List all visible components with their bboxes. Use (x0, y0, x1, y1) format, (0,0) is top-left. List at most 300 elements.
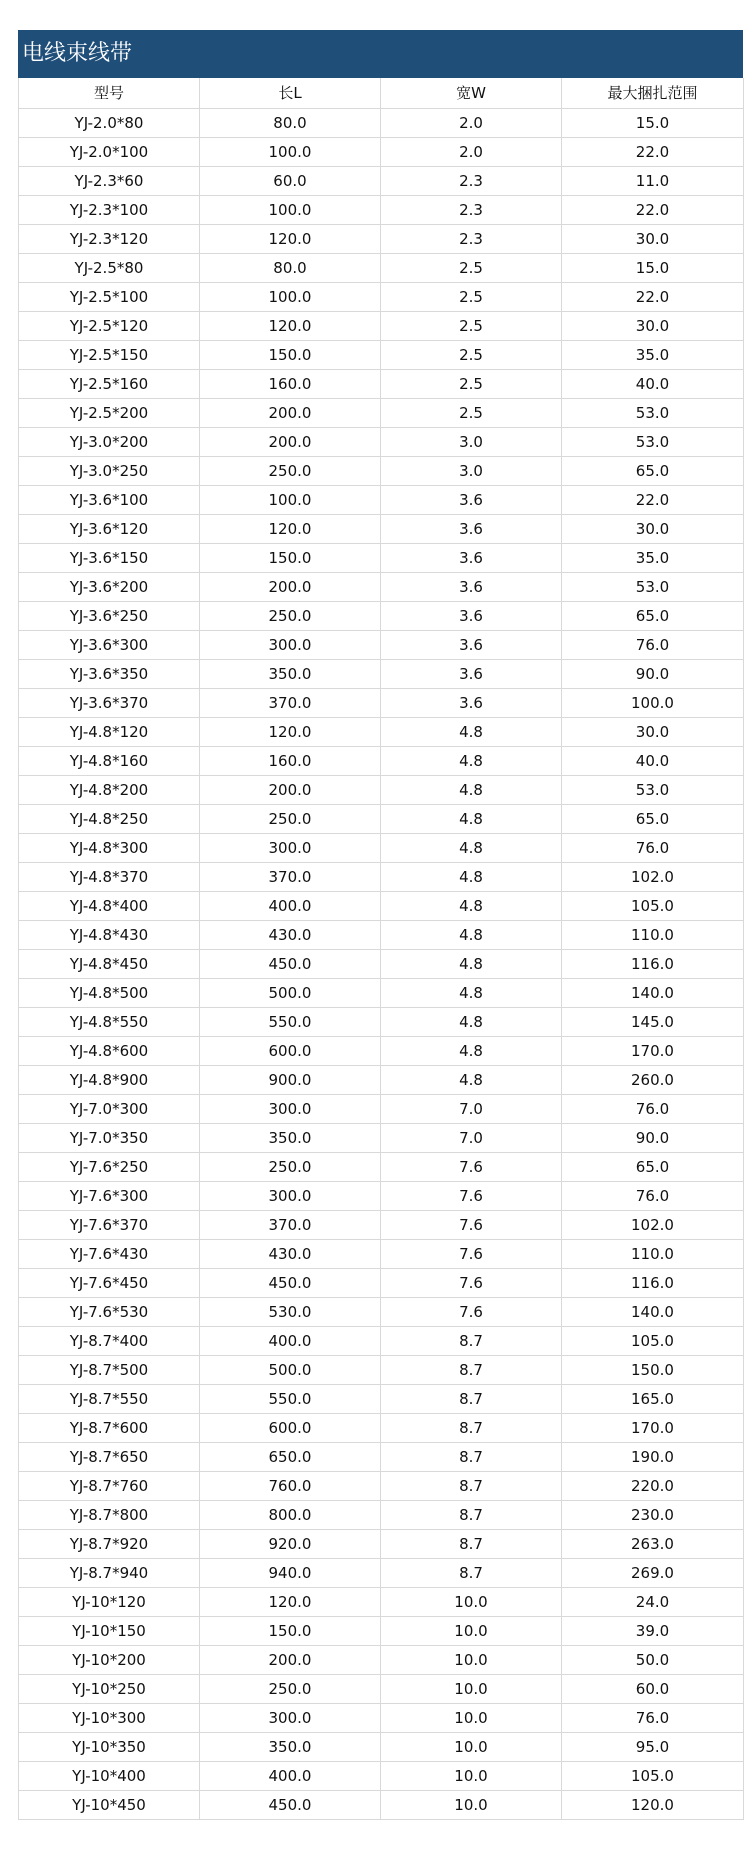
cell-max-bundle: 102.0 (562, 1210, 744, 1239)
table-row (19, 369, 744, 398)
cell-model: YJ-7.0*300 (19, 1094, 200, 1123)
cell-length: 370.0 (200, 1210, 381, 1239)
cell-model: YJ-4.8*500 (19, 978, 200, 1007)
cell-model: YJ-2.0*100 (19, 137, 200, 166)
table-row (19, 1790, 744, 1819)
cell-length: 300.0 (200, 1094, 381, 1123)
cell-model: YJ-2.3*60 (19, 166, 200, 195)
cell-max-bundle: 76.0 (562, 630, 744, 659)
table-row (19, 659, 744, 688)
cell-model: YJ-7.6*300 (19, 1181, 200, 1210)
cell-length: 350.0 (200, 659, 381, 688)
cell-width: 2.5 (381, 311, 562, 340)
cell-max-bundle: 76.0 (562, 1181, 744, 1210)
cell-model: YJ-10*120 (19, 1587, 200, 1616)
cell-width: 2.5 (381, 398, 562, 427)
cell-length: 200.0 (200, 427, 381, 456)
cell-max-bundle: 40.0 (562, 746, 744, 775)
cell-length: 550.0 (200, 1384, 381, 1413)
table-row (19, 137, 744, 166)
cell-max-bundle: 15.0 (562, 253, 744, 282)
cell-length: 800.0 (200, 1500, 381, 1529)
cell-length: 300.0 (200, 630, 381, 659)
cell-max-bundle: 105.0 (562, 891, 744, 920)
cell-width: 3.6 (381, 601, 562, 630)
cell-max-bundle: 100.0 (562, 688, 744, 717)
table-row (19, 1384, 744, 1413)
cell-length: 150.0 (200, 543, 381, 572)
table-row (19, 427, 744, 456)
cell-width: 2.3 (381, 224, 562, 253)
cell-length: 120.0 (200, 514, 381, 543)
header-max-bundle: 最大捆扎范围 (562, 78, 744, 108)
table-row (19, 1239, 744, 1268)
table-row (19, 1471, 744, 1500)
spec-sheet (18, 30, 743, 1820)
cell-model: YJ-4.8*900 (19, 1065, 200, 1094)
cell-max-bundle: 140.0 (562, 978, 744, 1007)
cell-max-bundle: 269.0 (562, 1558, 744, 1587)
cell-max-bundle: 50.0 (562, 1645, 744, 1674)
cell-width: 2.5 (381, 253, 562, 282)
table-row (19, 688, 744, 717)
cell-max-bundle: 53.0 (562, 775, 744, 804)
cell-max-bundle: 22.0 (562, 485, 744, 514)
table-row (19, 1326, 744, 1355)
cell-max-bundle: 145.0 (562, 1007, 744, 1036)
cell-max-bundle: 110.0 (562, 920, 744, 949)
cell-max-bundle: 90.0 (562, 659, 744, 688)
cell-max-bundle: 140.0 (562, 1297, 744, 1326)
cell-length: 300.0 (200, 833, 381, 862)
cell-model: YJ-3.6*370 (19, 688, 200, 717)
cell-width: 7.6 (381, 1181, 562, 1210)
cell-length: 200.0 (200, 572, 381, 601)
cell-width: 3.6 (381, 485, 562, 514)
cell-width: 7.0 (381, 1123, 562, 1152)
table-row (19, 920, 744, 949)
cell-model: YJ-8.7*600 (19, 1413, 200, 1442)
table-row (19, 1500, 744, 1529)
cell-model: YJ-4.8*550 (19, 1007, 200, 1036)
cell-length: 370.0 (200, 862, 381, 891)
cell-length: 160.0 (200, 369, 381, 398)
cell-width: 2.3 (381, 166, 562, 195)
cell-model: YJ-8.7*800 (19, 1500, 200, 1529)
cell-width: 3.6 (381, 514, 562, 543)
cell-width: 3.6 (381, 572, 562, 601)
cell-max-bundle: 39.0 (562, 1616, 744, 1645)
cell-model: YJ-7.6*450 (19, 1268, 200, 1297)
table-row (19, 1210, 744, 1239)
cell-width: 2.0 (381, 108, 562, 137)
cell-model: YJ-2.5*200 (19, 398, 200, 427)
cell-model: YJ-4.8*430 (19, 920, 200, 949)
table-row (19, 572, 744, 601)
table-row (19, 1558, 744, 1587)
cell-max-bundle: 22.0 (562, 137, 744, 166)
cell-max-bundle: 190.0 (562, 1442, 744, 1471)
cell-model: YJ-2.5*150 (19, 340, 200, 369)
cell-model: YJ-3.6*250 (19, 601, 200, 630)
cell-length: 120.0 (200, 311, 381, 340)
cell-max-bundle: 90.0 (562, 1123, 744, 1152)
cell-model: YJ-8.7*550 (19, 1384, 200, 1413)
cell-length: 350.0 (200, 1732, 381, 1761)
cell-width: 4.8 (381, 978, 562, 1007)
table-row (19, 1152, 744, 1181)
cell-model: YJ-8.7*940 (19, 1558, 200, 1587)
cell-width: 8.7 (381, 1355, 562, 1384)
cell-width: 4.8 (381, 1007, 562, 1036)
cell-length: 400.0 (200, 1761, 381, 1790)
cell-width: 7.6 (381, 1210, 562, 1239)
header-width: 宽W (381, 78, 562, 108)
table-row (19, 978, 744, 1007)
sheet-title: 电线束线带 (18, 30, 743, 78)
table-row (19, 1413, 744, 1442)
cell-model: YJ-4.8*160 (19, 746, 200, 775)
cell-width: 7.6 (381, 1297, 562, 1326)
cell-model: YJ-2.5*120 (19, 311, 200, 340)
cell-model: YJ-4.8*200 (19, 775, 200, 804)
cell-model: YJ-4.8*450 (19, 949, 200, 978)
table-row (19, 1181, 744, 1210)
cell-length: 120.0 (200, 224, 381, 253)
cell-width: 2.5 (381, 282, 562, 311)
table-row (19, 166, 744, 195)
cell-width: 10.0 (381, 1645, 562, 1674)
cell-model: YJ-3.0*200 (19, 427, 200, 456)
cell-length: 100.0 (200, 282, 381, 311)
cell-max-bundle: 105.0 (562, 1761, 744, 1790)
cell-max-bundle: 260.0 (562, 1065, 744, 1094)
cell-max-bundle: 95.0 (562, 1732, 744, 1761)
cell-max-bundle: 35.0 (562, 543, 744, 572)
cell-max-bundle: 76.0 (562, 1703, 744, 1732)
table-row (19, 1123, 744, 1152)
cell-max-bundle: 22.0 (562, 282, 744, 311)
cell-length: 450.0 (200, 949, 381, 978)
table-row (19, 1674, 744, 1703)
cell-model: YJ-10*200 (19, 1645, 200, 1674)
cell-max-bundle: 65.0 (562, 456, 744, 485)
table-header (19, 78, 744, 108)
cell-model: YJ-4.8*300 (19, 833, 200, 862)
cell-length: 250.0 (200, 601, 381, 630)
cell-max-bundle: 102.0 (562, 862, 744, 891)
cell-model: YJ-10*250 (19, 1674, 200, 1703)
cell-max-bundle: 165.0 (562, 1384, 744, 1413)
cell-length: 100.0 (200, 137, 381, 166)
cell-model: YJ-3.6*150 (19, 543, 200, 572)
cell-width: 8.7 (381, 1326, 562, 1355)
cell-width: 8.7 (381, 1442, 562, 1471)
table-body (19, 108, 744, 1819)
cell-length: 760.0 (200, 1471, 381, 1500)
cell-width: 4.8 (381, 717, 562, 746)
cell-max-bundle: 65.0 (562, 804, 744, 833)
cell-max-bundle: 35.0 (562, 340, 744, 369)
cell-model: YJ-10*350 (19, 1732, 200, 1761)
cell-length: 100.0 (200, 195, 381, 224)
table-row (19, 717, 744, 746)
cell-max-bundle: 15.0 (562, 108, 744, 137)
cell-width: 10.0 (381, 1761, 562, 1790)
table-row (19, 456, 744, 485)
cell-model: YJ-8.7*400 (19, 1326, 200, 1355)
table-row (19, 311, 744, 340)
cell-width: 10.0 (381, 1703, 562, 1732)
table-row (19, 108, 744, 137)
cell-length: 550.0 (200, 1007, 381, 1036)
cell-max-bundle: 53.0 (562, 398, 744, 427)
table-row (19, 224, 744, 253)
cell-model: YJ-10*400 (19, 1761, 200, 1790)
cell-length: 150.0 (200, 340, 381, 369)
cell-width: 2.0 (381, 137, 562, 166)
table-row (19, 485, 744, 514)
cell-width: 7.0 (381, 1094, 562, 1123)
cell-length: 940.0 (200, 1558, 381, 1587)
cell-model: YJ-3.0*250 (19, 456, 200, 485)
cell-model: YJ-2.5*160 (19, 369, 200, 398)
table-row (19, 1036, 744, 1065)
cell-model: YJ-10*150 (19, 1616, 200, 1645)
cell-model: YJ-3.6*300 (19, 630, 200, 659)
cell-width: 2.5 (381, 340, 562, 369)
cell-model: YJ-4.8*120 (19, 717, 200, 746)
table-row (19, 862, 744, 891)
cell-length: 530.0 (200, 1297, 381, 1326)
table-row (19, 1587, 744, 1616)
cell-width: 7.6 (381, 1152, 562, 1181)
table-row (19, 601, 744, 630)
cell-width: 4.8 (381, 891, 562, 920)
cell-width: 4.8 (381, 833, 562, 862)
table-row (19, 1094, 744, 1123)
cell-width: 4.8 (381, 862, 562, 891)
cell-max-bundle: 110.0 (562, 1239, 744, 1268)
cell-max-bundle: 53.0 (562, 427, 744, 456)
cell-max-bundle: 65.0 (562, 1152, 744, 1181)
cell-max-bundle: 76.0 (562, 1094, 744, 1123)
cell-length: 600.0 (200, 1036, 381, 1065)
cell-length: 920.0 (200, 1529, 381, 1558)
cell-max-bundle: 170.0 (562, 1036, 744, 1065)
cell-width: 3.6 (381, 688, 562, 717)
table-row (19, 195, 744, 224)
cell-width: 4.8 (381, 775, 562, 804)
cell-width: 3.6 (381, 630, 562, 659)
cell-length: 200.0 (200, 775, 381, 804)
cell-model: YJ-4.8*370 (19, 862, 200, 891)
cell-length: 500.0 (200, 978, 381, 1007)
table-row (19, 630, 744, 659)
cell-length: 500.0 (200, 1355, 381, 1384)
cell-max-bundle: 11.0 (562, 166, 744, 195)
cell-length: 650.0 (200, 1442, 381, 1471)
cell-length: 450.0 (200, 1790, 381, 1819)
table-row (19, 398, 744, 427)
cell-max-bundle: 170.0 (562, 1413, 744, 1442)
cell-length: 160.0 (200, 746, 381, 775)
cell-width: 4.8 (381, 804, 562, 833)
cell-max-bundle: 30.0 (562, 224, 744, 253)
cell-length: 250.0 (200, 1152, 381, 1181)
cell-max-bundle: 263.0 (562, 1529, 744, 1558)
cell-width: 7.6 (381, 1239, 562, 1268)
table-row (19, 1703, 744, 1732)
cell-length: 300.0 (200, 1703, 381, 1732)
table-row (19, 282, 744, 311)
cell-max-bundle: 116.0 (562, 949, 744, 978)
cell-max-bundle: 150.0 (562, 1355, 744, 1384)
cell-width: 2.5 (381, 369, 562, 398)
cell-max-bundle: 220.0 (562, 1471, 744, 1500)
cell-length: 450.0 (200, 1268, 381, 1297)
cell-width: 8.7 (381, 1500, 562, 1529)
table-row (19, 1529, 744, 1558)
table-row (19, 1297, 744, 1326)
cell-model: YJ-2.5*100 (19, 282, 200, 311)
cell-length: 250.0 (200, 456, 381, 485)
cell-width: 10.0 (381, 1790, 562, 1819)
table-row (19, 1732, 744, 1761)
table-row (19, 1355, 744, 1384)
table-row (19, 1761, 744, 1790)
cell-model: YJ-2.3*100 (19, 195, 200, 224)
cell-length: 100.0 (200, 485, 381, 514)
cell-width: 8.7 (381, 1558, 562, 1587)
table-row (19, 1442, 744, 1471)
cell-max-bundle: 120.0 (562, 1790, 744, 1819)
cell-width: 3.0 (381, 456, 562, 485)
cell-model: YJ-2.5*80 (19, 253, 200, 282)
table-row (19, 1645, 744, 1674)
cell-length: 900.0 (200, 1065, 381, 1094)
cell-width: 2.3 (381, 195, 562, 224)
cell-length: 120.0 (200, 717, 381, 746)
cell-model: YJ-10*300 (19, 1703, 200, 1732)
cell-width: 4.8 (381, 949, 562, 978)
cell-length: 400.0 (200, 1326, 381, 1355)
cell-model: YJ-8.7*920 (19, 1529, 200, 1558)
cell-width: 3.0 (381, 427, 562, 456)
table-row (19, 543, 744, 572)
cell-model: YJ-8.7*760 (19, 1471, 200, 1500)
table-row (19, 1268, 744, 1297)
cell-length: 200.0 (200, 398, 381, 427)
cell-width: 10.0 (381, 1616, 562, 1645)
cell-length: 80.0 (200, 108, 381, 137)
cell-length: 600.0 (200, 1413, 381, 1442)
cell-model: YJ-8.7*500 (19, 1355, 200, 1384)
cell-max-bundle: 24.0 (562, 1587, 744, 1616)
cell-width: 7.6 (381, 1268, 562, 1297)
cell-model: YJ-7.0*350 (19, 1123, 200, 1152)
cell-model: YJ-2.0*80 (19, 108, 200, 137)
cell-width: 8.7 (381, 1529, 562, 1558)
header-model: 型号 (19, 78, 200, 108)
cell-model: YJ-7.6*530 (19, 1297, 200, 1326)
cell-length: 430.0 (200, 920, 381, 949)
cell-width: 4.8 (381, 920, 562, 949)
cell-max-bundle: 30.0 (562, 514, 744, 543)
cell-max-bundle: 30.0 (562, 311, 744, 340)
spec-table (18, 78, 744, 1820)
cell-width: 8.7 (381, 1384, 562, 1413)
cell-model: YJ-3.6*200 (19, 572, 200, 601)
header-length: 长L (200, 78, 381, 108)
cell-width: 10.0 (381, 1674, 562, 1703)
cell-max-bundle: 53.0 (562, 572, 744, 601)
cell-length: 350.0 (200, 1123, 381, 1152)
table-row (19, 1616, 744, 1645)
table-row (19, 949, 744, 978)
cell-max-bundle: 65.0 (562, 601, 744, 630)
cell-max-bundle: 60.0 (562, 1674, 744, 1703)
cell-width: 4.8 (381, 1065, 562, 1094)
table-row (19, 253, 744, 282)
cell-length: 370.0 (200, 688, 381, 717)
cell-model: YJ-4.8*600 (19, 1036, 200, 1065)
cell-model: YJ-3.6*100 (19, 485, 200, 514)
table-row (19, 833, 744, 862)
cell-max-bundle: 76.0 (562, 833, 744, 862)
header-row (19, 78, 744, 108)
cell-width: 8.7 (381, 1471, 562, 1500)
cell-length: 80.0 (200, 253, 381, 282)
cell-max-bundle: 40.0 (562, 369, 744, 398)
cell-max-bundle: 22.0 (562, 195, 744, 224)
cell-model: YJ-4.8*400 (19, 891, 200, 920)
cell-length: 300.0 (200, 1181, 381, 1210)
cell-model: YJ-4.8*250 (19, 804, 200, 833)
cell-model: YJ-10*450 (19, 1790, 200, 1819)
cell-width: 3.6 (381, 543, 562, 572)
cell-width: 3.6 (381, 659, 562, 688)
cell-width: 10.0 (381, 1587, 562, 1616)
cell-length: 60.0 (200, 166, 381, 195)
cell-width: 4.8 (381, 746, 562, 775)
cell-length: 400.0 (200, 891, 381, 920)
cell-max-bundle: 230.0 (562, 1500, 744, 1529)
table-row (19, 1007, 744, 1036)
table-row (19, 1065, 744, 1094)
cell-width: 10.0 (381, 1732, 562, 1761)
cell-model: YJ-3.6*120 (19, 514, 200, 543)
cell-model: YJ-7.6*370 (19, 1210, 200, 1239)
cell-max-bundle: 105.0 (562, 1326, 744, 1355)
table-row (19, 340, 744, 369)
cell-max-bundle: 116.0 (562, 1268, 744, 1297)
table-row (19, 775, 744, 804)
cell-length: 200.0 (200, 1645, 381, 1674)
table-row (19, 514, 744, 543)
cell-width: 4.8 (381, 1036, 562, 1065)
cell-length: 120.0 (200, 1587, 381, 1616)
cell-length: 250.0 (200, 1674, 381, 1703)
cell-model: YJ-8.7*650 (19, 1442, 200, 1471)
cell-model: YJ-3.6*350 (19, 659, 200, 688)
cell-width: 8.7 (381, 1413, 562, 1442)
cell-length: 250.0 (200, 804, 381, 833)
cell-model: YJ-7.6*430 (19, 1239, 200, 1268)
cell-model: YJ-2.3*120 (19, 224, 200, 253)
cell-length: 150.0 (200, 1616, 381, 1645)
table-row (19, 891, 744, 920)
